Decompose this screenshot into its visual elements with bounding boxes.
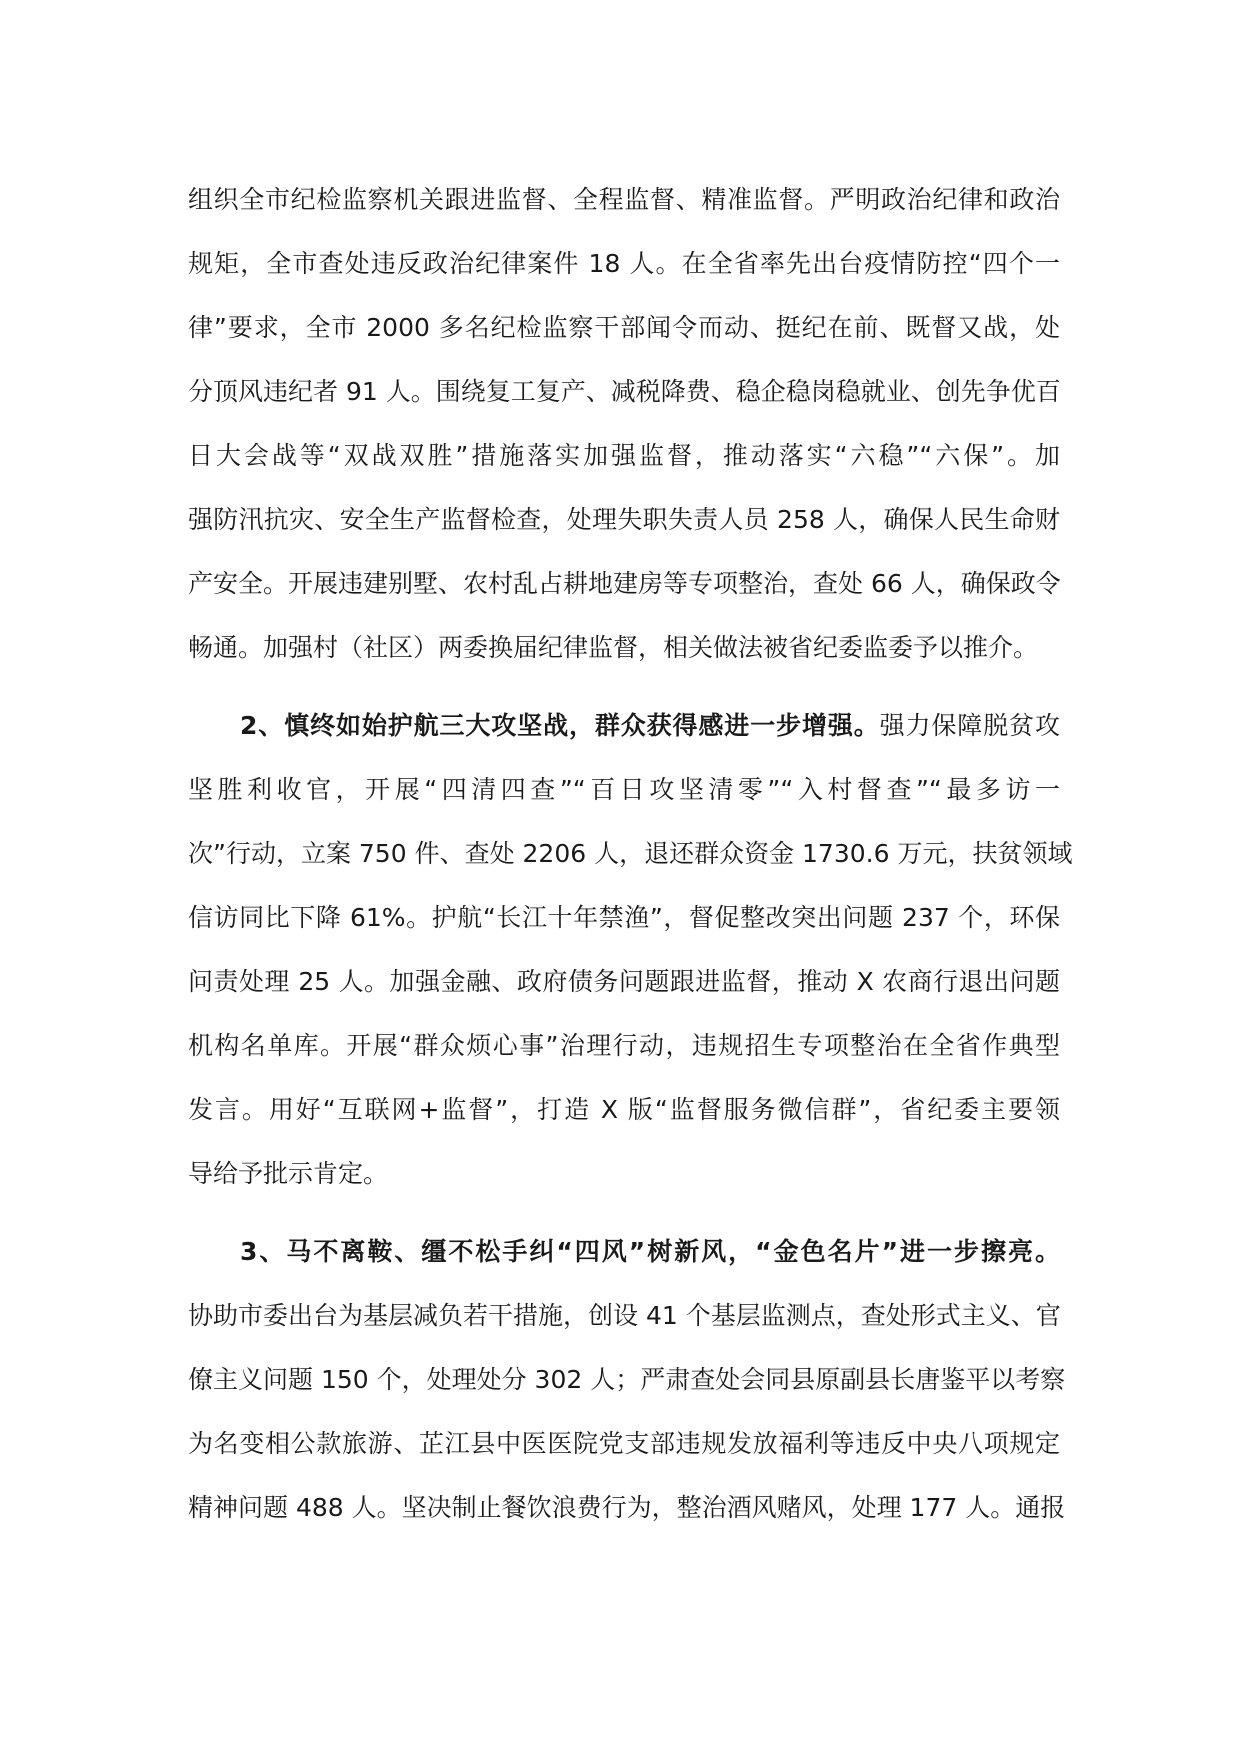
text-line: 发言。用好“互联网+监督”，打造 X 版“监督服务微信群”，省纪委主要领	[188, 1095, 1060, 1124]
paragraph-2	[188, 694, 1073, 1206]
paragraph-1	[188, 168, 1060, 680]
text-line: 坚胜利收官，开展“四清四查”“百日攻坚清零”“入村督查”“最多访一	[188, 775, 1060, 804]
text-line: 规矩，全市查处违反政治纪律案件 18 人。在全省率先出台疫情防控“四个一	[188, 249, 1060, 278]
text-line: 次”行动，立案 750 件、查处 2206 人，退还群众资金 1730.6 万元，扶贫领域	[188, 839, 1073, 868]
text-line: 问责处理 25 人。加强金融、政府债务问题跟进监督，推动 X 农商行退出问题	[188, 967, 1060, 996]
paragraph-heading: 3、马不离鞍、缰不松手纠“四风”树新风，“金色名片”进一步擦亮。	[240, 1237, 1060, 1266]
text-line: 日大会战等“双战双胜”措施落实加强监督，推动落实“六稳”“六保”。加	[188, 441, 1060, 470]
paragraph-3	[188, 1220, 1066, 1540]
paragraph-gap	[188, 680, 1060, 694]
paragraph-heading-rest: 强力保障脱贫攻	[879, 711, 1060, 740]
text-line: 僚主义问题 150 个，处理处分 302 人；严肃查处会同县原副县长唐鉴平以考察	[188, 1365, 1066, 1394]
text-line: 信访同比下降 61%。护航“长江十年禁渔”，督促整改突出问题 237 个，环保	[188, 903, 1060, 932]
text-line: 精神问题 488 人。坚决制止餐饮浪费行为，整治酒风赌风，处理 177 人。通报	[188, 1493, 1066, 1522]
text-line: 组织全市纪检监察机关跟进监督、全程监督、精准监督。严明政治纪律和政治	[188, 185, 1060, 214]
text-line: 律”要求，全市 2000 多名纪检监察干部闻令而动、挺纪在前、既督又战，处	[188, 313, 1060, 342]
paragraph-first-line	[188, 694, 1060, 758]
document-body	[188, 168, 1073, 1540]
text-line: 协助市委出台为基层减负若干措施，创设 41 个基层监测点，查处形式主义、官	[188, 1301, 1061, 1330]
paragraph-first-line	[188, 1220, 1060, 1284]
paragraph-heading: 2、慎终如始护航三大攻坚战，群众获得感进一步增强。	[240, 711, 880, 740]
text-line: 产安全。开展违建别墅、农村乱占耕地建房等专项整治，查处 66 人，确保政令	[188, 569, 1061, 598]
text-line: 畅通。加强村（社区）两委换届纪律监督，相关做法被省纪委监委予以推介。	[188, 633, 1039, 662]
text-line: 强防汛抗灾、安全生产监督检查，处理失职失责人员 258 人，确保人民生命财	[188, 505, 1060, 534]
paragraph-gap	[188, 1206, 1060, 1220]
text-line: 导给予批示肯定。	[188, 1159, 389, 1188]
text-line: 分顶风违纪者 91 人。围绕复工复产、减税降费、稳企稳岗稳就业、创先争优百	[188, 377, 1061, 406]
text-line: 机构名单库。开展“群众烦心事”治理行动，违规招生专项整治在全省作典型	[188, 1031, 1060, 1060]
text-line: 为名变相公款旅游、芷江县中医医院党支部违规发放福利等违反中央八项规定	[188, 1429, 1060, 1458]
